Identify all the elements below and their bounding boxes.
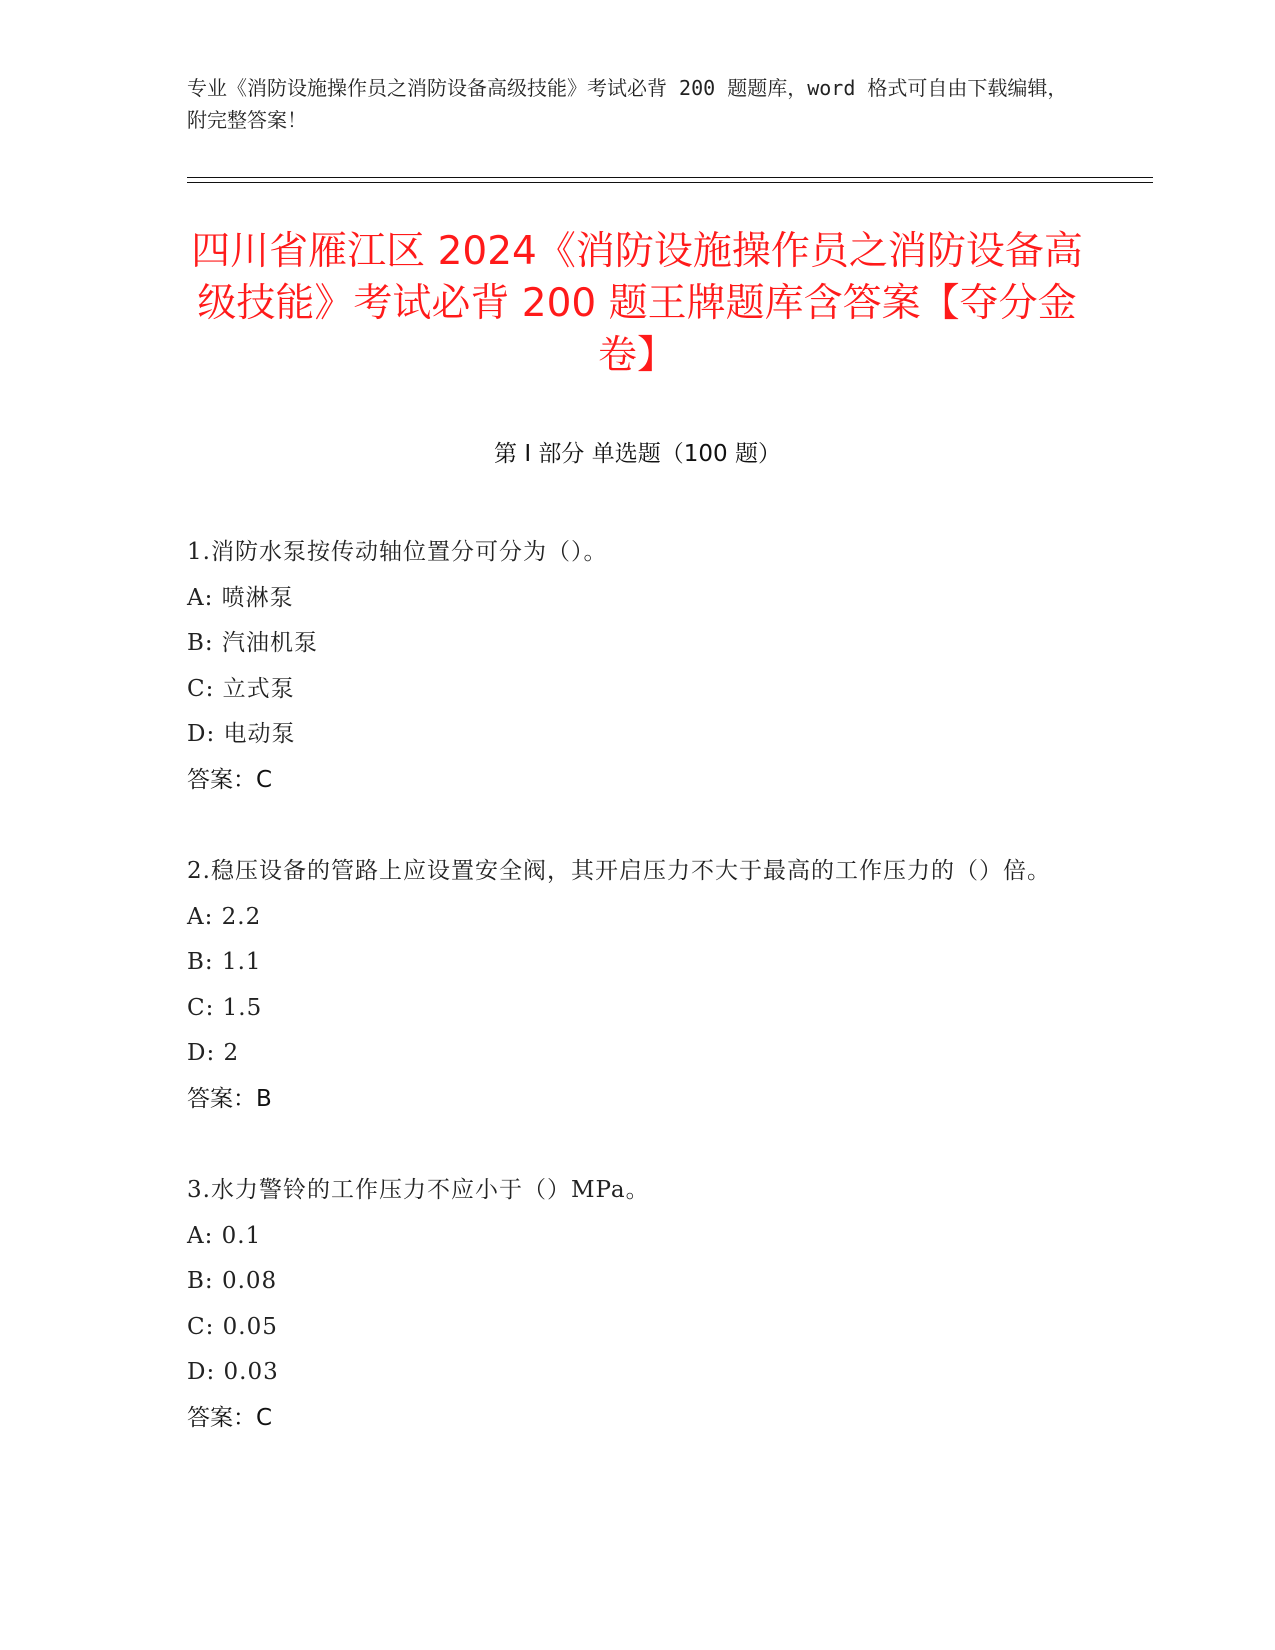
option-c: C: 立式泵 <box>187 675 295 702</box>
answer-line: 答案：B <box>187 1085 272 1112</box>
answer-line: 答案：C <box>187 1404 273 1431</box>
option-b: B: 0.08 <box>187 1268 278 1294</box>
question-stem: 2.稳压设备的管路上应设置安全阀，其开启压力不大于最高的工作压力的（）倍。 <box>187 858 1051 884</box>
option-d: D: 2 <box>187 1040 240 1066</box>
header-divider-top <box>187 177 1153 178</box>
question-item <box>187 849 1067 1122</box>
section-title: 第 I 部分 单选题（100 题） <box>494 441 781 467</box>
question-item <box>187 1168 1067 1441</box>
option-b: B: 1.1 <box>187 949 262 975</box>
question-stem: 3.水力警铃的工作压力不应小于（）MPa。 <box>187 1177 650 1203</box>
option-b: B: 汽油机泵 <box>187 630 318 656</box>
question-item <box>187 530 1067 803</box>
question-stem: 1.消防水泵按传动轴位置分可分为（）。 <box>187 539 608 565</box>
option-d: D: 0.03 <box>187 1359 279 1385</box>
option-c: C: 1.5 <box>187 994 263 1021</box>
option-a: A: 喷淋泵 <box>187 584 294 611</box>
option-a: A: 0.1 <box>187 1222 262 1249</box>
question-list <box>187 530 1067 1487</box>
answer-line: 答案：C <box>187 766 273 793</box>
option-d: D: 电动泵 <box>187 721 296 747</box>
header-note: 专业《消防设施操作员之消防设备高级技能》考试必背 200 题题库，word 格式可自由下载编辑，附完整答案！ <box>187 76 1068 132</box>
header-divider-bottom <box>187 182 1153 183</box>
option-a: A: 2.2 <box>187 903 262 930</box>
option-c: C: 0.05 <box>187 1313 278 1340</box>
document-title: 四川省雁江区 2024《消防设施操作员之消防设备高级技能》考试必背 200 题王牌题库含答案【夺分金卷】 <box>191 229 1083 378</box>
